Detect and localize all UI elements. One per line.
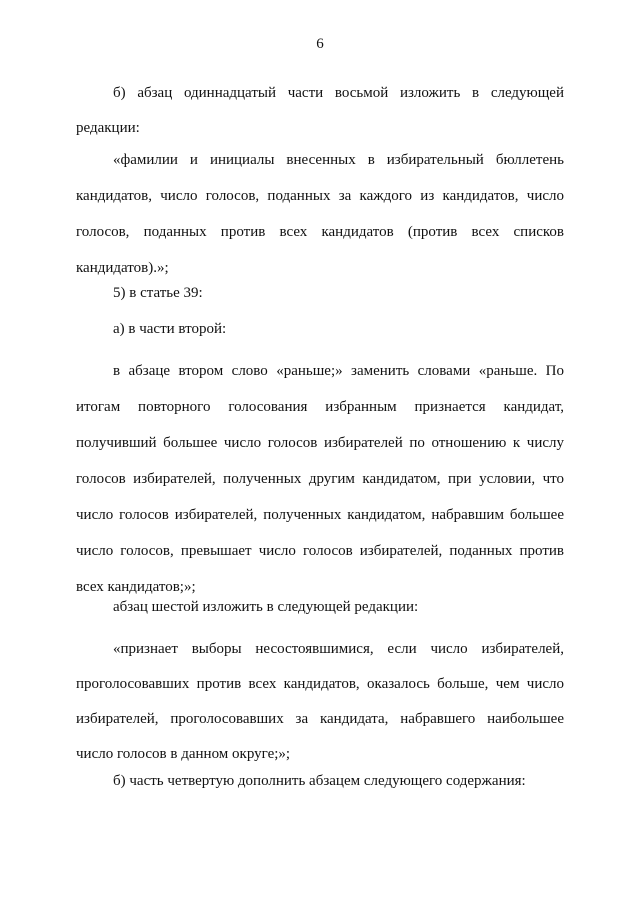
text-block-1 (76, 76, 564, 146)
text-block-5 (76, 353, 564, 605)
page-number: 6 (316, 36, 324, 52)
paragraph: б) часть четвертую дополнить абзацем следующего содержания: (113, 773, 526, 789)
text-block-3 (76, 283, 564, 303)
text-block-4 (76, 319, 564, 339)
paragraph: а) в части второй: (113, 321, 227, 337)
text-block-8 (76, 771, 564, 791)
paragraph: б) абзац одиннадцатый части восьмой изложить в следующей редакции: (76, 85, 564, 136)
paragraph: абзац шестой изложить в следующей редакции: (113, 599, 419, 615)
text-block-2 (76, 142, 564, 286)
text-block-6 (76, 597, 564, 617)
paragraph: в абзаце втором слово «раньше;» заменить словами «раньше. По итогам повторного голосования избранным признается кандидат, получивший большее число голосов избирателей по отношению к числу голосов избирателей, полученных другим кандидатом, при условии, что число голосов избирателей, полученных кандидатом, набравшим большее число голосов, превышает число голосов избирателей, поданных против всех кандидатов;»; (76, 363, 564, 595)
paragraph: «признает выборы несостоявшимися, если число избирателей, проголосовавших против всех кандидатов, оказалось больше, чем число избирателей, проголосовавших за кандидата, набравшего наибольшее число голосов в данном округе;»; (76, 641, 564, 762)
text-block-7 (76, 632, 564, 772)
paragraph: 5) в статье 39: (113, 285, 203, 301)
paragraph: «фамилии и инициалы внесенных в избирательный бюллетень кандидатов, число голосов, поданных за каждого из кандидатов, число голосов, поданных против всех кандидатов (против всех списков кандидатов).»; (76, 152, 564, 276)
